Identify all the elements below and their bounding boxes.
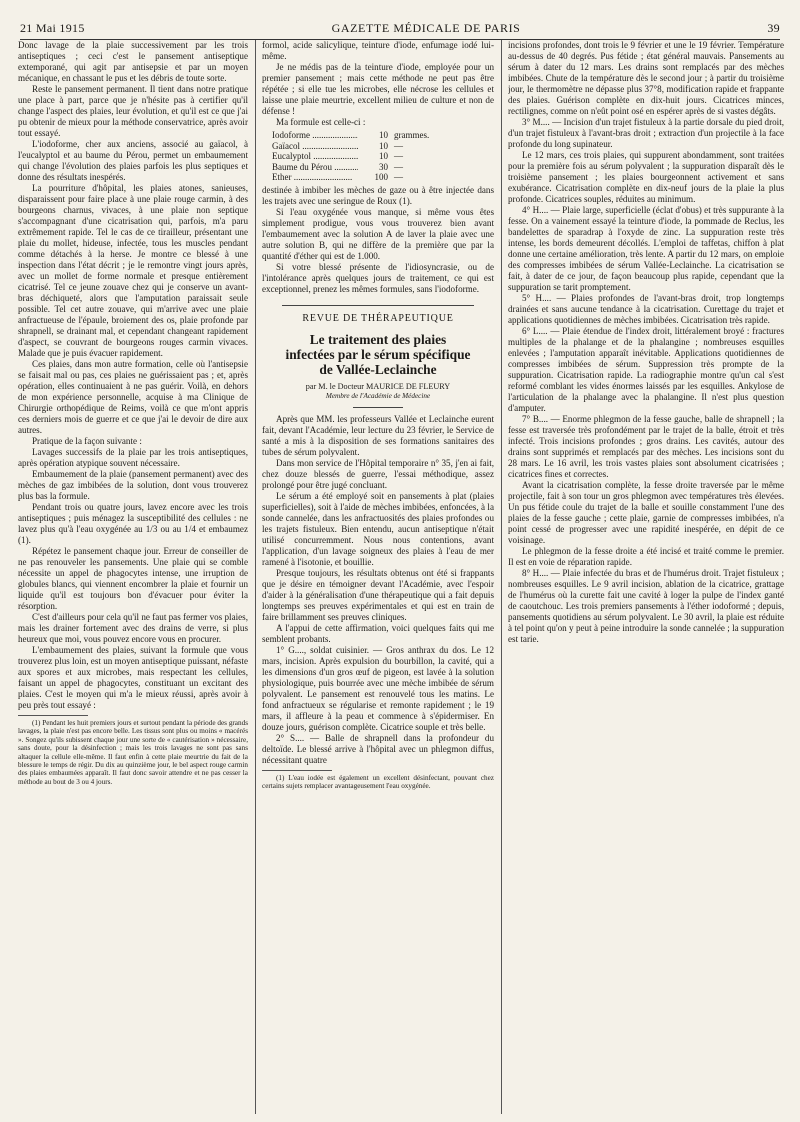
footnote: (1) Pendant les huit premiers jours et surtout pendant la période des grands lavages, la plaie n'est pas encore belle. Les tissus sont plus ou moins « macérés ». Songez qu'ils subissent chaque jour une sorte de « cautérisation » nécessaire, sans doute, pour la désinfection ; mais les trois lavages ne sont pas sans altaquer la cellule elle-même. Il faut enfin à cette plaie meurtrie du fait de la blessure le temps de régir. Du dix au quinzième jour, le bel aspect rouge carmin des plaies embaumées apparaît. Il faut donc savoir attendre et ne pas cesser la méthode au bout de 3 ou 4 jours.: [18, 719, 248, 786]
paragraph: Embaumement de la plaie (pansement permanent) avec des mèches de gaz imbibées de la solution, dont vous trouverez plus bas la formule.: [18, 469, 248, 501]
paragraph: 5° H.... — Plaies profondes de l'avant-bras droit, trop longtemps drainées et sans aucune tendance à la cicatrisation. Curettage du trajet et applications quotidiennes de mèches imbibées. Cicatrisation très rapide.: [508, 293, 784, 325]
author-affiliation: Membre de l'Académie de Médecine: [325, 392, 431, 400]
paragraph: Pratique de la façon suivante :: [32, 436, 142, 446]
paragraph: Ces plaies, dans mon autre formation, celle où l'antisepsie se faisait mal ou pas, ces plaies ne guérissaient pas ; et, après opération, elles continuaient à ne pas guérir. Voilà, en dehors de mon expérience personnelle, acquise à ma Clinique de Chirurgie orthopédique de Reims, voilà ce que m'ont appris ces derniers mois de guerre et ce que j'ai le devoir de dire aux autres.: [18, 359, 248, 435]
paragraph: 2° S.... — Balle de shrapnell dans la profondeur du deltoïde. Le blessé arrive à l'hôpital avec un phlegmon diffus, nécessitant quatre: [262, 733, 494, 765]
ingredient-name: Eucalyptol .....: [272, 151, 358, 162]
paragraph: 4° H.... — Plaie large, superficielle (éclat d'obus) et très suppurante à la fesse. On a vainement essayé la teinture d'iode, la pommade de Reclus, les bandelettes de sparadrap à l'oxyde de zinc. La suppuration reste très intense, les bords demeurent décollés. L'emploi de taffetas, chiffon à plat donne une certaine amélioration, très lente. A partir du 12 mars, on emploie des compresses imbibées de sérum Vallée-Leclainche. La cicatrisation se fait, à dater de ce jour, de façon beaucoup plus rapide, cependant que la suppuration se tarit promptement.: [508, 205, 784, 292]
ingredient-name: Baume du Pérou .....: [272, 162, 358, 173]
formula-row: [272, 172, 494, 183]
footnote-rule: [18, 715, 88, 716]
paragraph: Si votre blessé présente de l'idiosyncrasie, ou de l'intolérance après quelques jours de traitement, ce qui est exceptionnel, prenez les mêmes formules, sans l'iodoforme.: [262, 261, 494, 294]
paragraph: Lavages successifs de la plaie par les trois antiseptiques, après opération atypique souvent nécessaire.: [18, 447, 248, 468]
paragraph: Reste le pansement permanent. Il tient dans notre pratique une place à part, parce que je n'hésite pas à certifier qu'il change l'aspect des plaies, leur évolution, et qu'il est ce que j'ai pu obtenir de mieux pour la méthode conservatrice, après avoir tout essayé.: [18, 84, 248, 138]
paragraph: L'iodoforme, cher aux anciens, associé au gaïacol, à l'eucalyptol et au baume du Pérou, permet un embaumement qui change l'évolution des plaies parfois les plus septiques et donne des résultats inespérés.: [18, 139, 248, 182]
paragraph: Le phlegmon de la fesse droite a été incisé et traité comme le premier. Il est en voie de réparation rapide.: [508, 546, 784, 567]
paragraph: 3° M.... — Incision d'un trajet fistuleux à la partie dorsale du pied droit, d'un trajet fistuleux à l'avant-bras droit ; extraction d'un projectile à la face profonde du long supinateur.: [508, 117, 784, 149]
paragraph: 1° G...., soldat cuisinier. — Gros anthrax du dos. Le 12 mars, incision. Après expulsion du bourbillon, la cavité, qui a les dimensions d'un gros œuf de pigeon, est lavée à la solution physiologique, puis bourrée avec une mèche imbibée de sérum polyvalent. Le pansement est renouvelé tous les matins. Le fond anfractueux se régularise et remonte rapidement ; le 19 mars, il affleure à la peau et commence à s'épidermiser. En douze jours, guérison complète. Cicatrice souple et très belle.: [262, 645, 494, 732]
paragraph: Si l'eau oxygénée vous manque, si même vous êtes simplement prodigue, vous vous trouverez bien avant l'embaumement avec la solution A de laver la plaie avec une autre solution B, qui ne diffère de la première que par la quantité d'éther qui est de 1.000.: [262, 206, 494, 261]
byline-rule: [353, 407, 403, 408]
paragraph: A l'appui de cette affirmation, voici quelques faits qui me semblent probants.: [262, 623, 494, 644]
article-title-line: infectées par le sérum spécifique: [285, 346, 471, 362]
article-title-line: Le traitement des plaies: [309, 331, 447, 347]
formula-row: [272, 130, 494, 141]
ingredient-unit: —: [394, 151, 403, 161]
paragraph: Après que MM. les professeurs Vallée et Leclainche eurent fait, devant l'Académie, leur lecture du 23 février, le Service de santé a mis à la disposition de ses formations sanitaires des tubes de sérum polyvalent.: [262, 414, 494, 457]
paragraph: Je ne médis pas de la teinture d'iode, employée pour un premier pansement ; mais cette méthode ne peut pas être répétée ; si elle tue les microbes, elle nécrose les cellules et laisse une plaie meurtrie, excellent milieu de culture et non de défense !: [262, 62, 494, 116]
paragraph: 8° H.... — Plaie infectée du bras et de l'humérus droit. Trajet fistuleux ; nombreuses esquilles. Le 9 avril incision, ablation de la cicatrice, grattage de l'humérus où la curette fait une cavité à loger la pulpe de l'index ganté de caoutchouc. Les trois premiers pansements à l'éther iodoformé ; depuis, pansements quotidiens au sérum polyvalent. Le 30 avril, la plaie est réduite à tel point qu'on y peut à peine introduire la sonde cannelée ; la suppuration est tarie.: [508, 568, 784, 644]
ingredient-qty: 10: [379, 140, 388, 151]
paragraph: L'embaumement des plaies, suivant la formule que vous trouverez plus loin, est un moyen antiseptique puissant, néfaste aux spores et aux microbes, mais respectant les cellules, faisant un appel de phagocytes, constituant un excitant des plaies. C'est le moyen qui m'a le mieux réussi, après avoir à peu près tout essayé :: [18, 645, 248, 710]
paragraph: destinée à imbiber les mèches de gaze ou à être injectée dans les trajets avec une seringue de Roux (1).: [262, 184, 494, 206]
section-divider: [282, 305, 474, 306]
ingredient-name: Gaïacol .....: [272, 141, 358, 152]
formula-table: [272, 130, 494, 183]
formula-row: [272, 162, 494, 173]
ingredient-qty: 10: [379, 130, 388, 140]
ingredient-qty: 100: [374, 172, 388, 182]
page-header: [20, 10, 780, 40]
paragraph: Répétez le pansement chaque jour. Erreur de conseiller de ne pas renouveler les pansements. Une plaie qui se comble nécessite un appel de phagocytes intense, une irruption de globules blancs, qui viennent encombrer la plaie et fournir un liquide qu'il est toujours bon d'évacuer pour éviter la résorption.: [18, 546, 248, 611]
column-left: [18, 40, 248, 1114]
ingredient-qty: 10: [379, 151, 388, 161]
paragraph: Donc lavage de la plaie successivement par les trois antiseptiques ; ceci c'est le pansement antiseptique extemporané, qui agit par antisepsie et par un moyen mécanique, en chassant le pus et les débris de toute sorte.: [18, 40, 248, 83]
article-title: [262, 332, 494, 377]
formula-title: Ma formule est celle-ci :: [276, 117, 366, 127]
ingredient-unit: —: [394, 161, 403, 172]
column-divider: [255, 40, 256, 1114]
formula-row: [272, 141, 494, 152]
author-byline: par M. le Docteur MAURICE DE FLEURY: [305, 381, 451, 391]
paragraph: C'est d'ailleurs pour cela qu'il ne faut pas fermer vos plaies, mais les drainer fortement avec des drains de verre, si plus heureux que moi, vous pouvez encore vous en procurer.: [18, 612, 248, 644]
section-title: REVUE DE THÉRAPEUTIQUE: [302, 312, 454, 324]
column-divider: [501, 40, 502, 1114]
paragraph: Le 12 mars, ces trois plaies, qui suppurent abondamment, sont traitées pour la première fois au sérum polyvalent ; la suppuration disparaît dès le troisième pansement ; les plaies bourgeonnent activement et sans exubérance. Cicatrisation complète en dix-neuf jours de la plaie la plus profonde. Cicatrices souples, réduites au minimum.: [508, 150, 784, 204]
paragraph: La pourriture d'hôpital, les plaies atones, sanieuses, disparaissent pour faire place à une plaie rouge carmin, à des bourgeons charnus, vivaces, à une plaie non septique s'accompagnant d'une cicatrisation qui, parfois, m'a paru extrêmement rapide. Tel le cas de ce tirailleur, présentant une plaie du mollet, hideuse, infectée, tous les muscles pendant comme détachés à la herse. Je montre ce blessé à une inspection dans l'état décrit ; je le remontre vingt jours après, avec un mollet de forme normale et presque entièrement cicatrisé. Tel ce jeune zouave chez qui je conserve un avant-bras déchiqueté, alors que l'amputation paraissait seule possible. Tel cet autre zouave, qui m'arrive avec une plaie anfractueuse de l'épaule, broiement des os, plaie profonde par shrapnell, se drainant mal, et cependant changeant rapidement d'aspect, se couvrant de bourgeons rouges carmin vivaces. Malade que je puis évacuer rapidement.: [18, 183, 248, 358]
footnote: (1) L'eau iodée est également un excellent désinfectant, pouvant chez certains sujets remplacer avantageusement l'eau oxygénée.: [262, 774, 494, 791]
ingredient-unit: —: [394, 172, 403, 182]
paragraph: Presque toujours, les résultats obtenus ont été si frappants que je désire en témoigner devant l'Académie, avec l'espoir d'aider à la généralisation d'une thérapeutique qui a fait depuis longtemps ses preuves expérimentales et qui est en train de faire brillamment ses preuves cliniques.: [262, 568, 494, 622]
ingredient-name: Ether .....: [272, 172, 358, 183]
ingredient-name: Iodoforme .....: [272, 130, 358, 141]
paragraph: 6° L.... — Plaie étendue de l'index droit, littéralement broyé : fractures multiples de la phalange et de la phalangine ; nombreuses esquilles enlevées ; l'amputation apparaît inévitable. Applications quotidiennes de compresses imbibées de sérum. Suppression très prompte de la suppuration. Cicatrisation rapide. La radiographie montre qu'un cal s'est reformé comblant les vides énormes laissés par les esquilles. Ankylose de l'articulation de la phalange avec la phalangine. Il n'est plus question d'amputer.: [508, 326, 784, 413]
ingredient-unit: grammes.: [394, 130, 430, 140]
paragraph: Le sérum a été employé soit en pansements à plat (plaies superficielles), soit à l'aide de mèches imbibées, enfoncées, à la sonde cannelée, dans les anfractuosités des plaies profondes ou les trajets fistuleux. Bien entendu, aucun antiseptique n'était utilisé concurremment. Nous nous contentions, avant l'application, d'un lavage soigneux des plaies à l'eau de mer ramené à l'isotonie, et bouillie.: [262, 491, 494, 567]
ingredient-qty: 30: [379, 161, 388, 172]
ingredient-unit: —: [394, 140, 403, 151]
column-middle: [262, 40, 494, 1114]
paragraph: formol, acide salicylique, teinture d'iode, enfumage iodé lui-même.: [262, 40, 494, 61]
column-right: [508, 40, 784, 1114]
paragraph: Avant la cicatrisation complète, la fesse droite traversée par le même projectile, fait à son tour un gros phlegmon avec températures très élevées. Un pus fétide coule du trajet de la balle et souille constamment l'une des plaies de la fesse gauche ; cette plaie, garnie de compresses imbibées, n'a point cessé de progresser avec une rapidité inespérée, en dépit de ce voisinage.: [508, 480, 784, 545]
paragraph: Pendant trois ou quatre jours, lavez encore avec les trois antiseptiques ; puis ménagez la susceptibilité des cellules : ne lavez plus qu'à l'eau oxygénée au 1/3 ou au 1/4 et embaumez (1).: [18, 502, 248, 545]
issue-date: 21 Mai 1915: [20, 21, 85, 35]
paragraph: Dans mon service de l'Hôpital temporaire n° 35, j'en ai fait, chez douze blessés de guerre, l'essai méthodique, assez prolongé pour être jugé concluant.: [262, 458, 494, 490]
footnote-rule: [262, 770, 332, 771]
paragraph: 7° B.... — Enorme phlegmon de la fesse gauche, balle de shrapnell ; la fesse est traversée très profondément par le trajet de la balle, étroit et très infecté. Trois incisions profondes ; gros drains. Les cavités, autour des drains sont supprimés et remplacés par des mèches. Les incisions sont du 28 mars. Le 16 avril, les trois vastes plaies sont absolument cicatrisées ; cicatrices fines et correctes.: [508, 414, 784, 479]
paragraph: incisions profondes, dont trois le 9 février et une le 19 février. Température au-dessus de 40 degrés. Pus fétide ; état général mauvais. Pansements au sérum à dater du 12 mars. Les drains sont remplacés par des mèches imbibées. Chute de la température dès le second jour ; à partir du troisième jour, le thermomètre ne dépasse plus 37°8, modification rapide et frappante des plaies. Guérison complète en dix-huit jours. Cicatrices minces, rectilignes, comme on n'eût point osé en espérer après de si vastes dégâts.: [508, 40, 784, 116]
page-number: 39: [767, 21, 780, 35]
journal-title: GAZETTE MÉDICALE DE PARIS: [331, 21, 521, 35]
formula-row: [272, 151, 494, 162]
article-title-line: de Vallée-Leclainche: [319, 361, 437, 377]
